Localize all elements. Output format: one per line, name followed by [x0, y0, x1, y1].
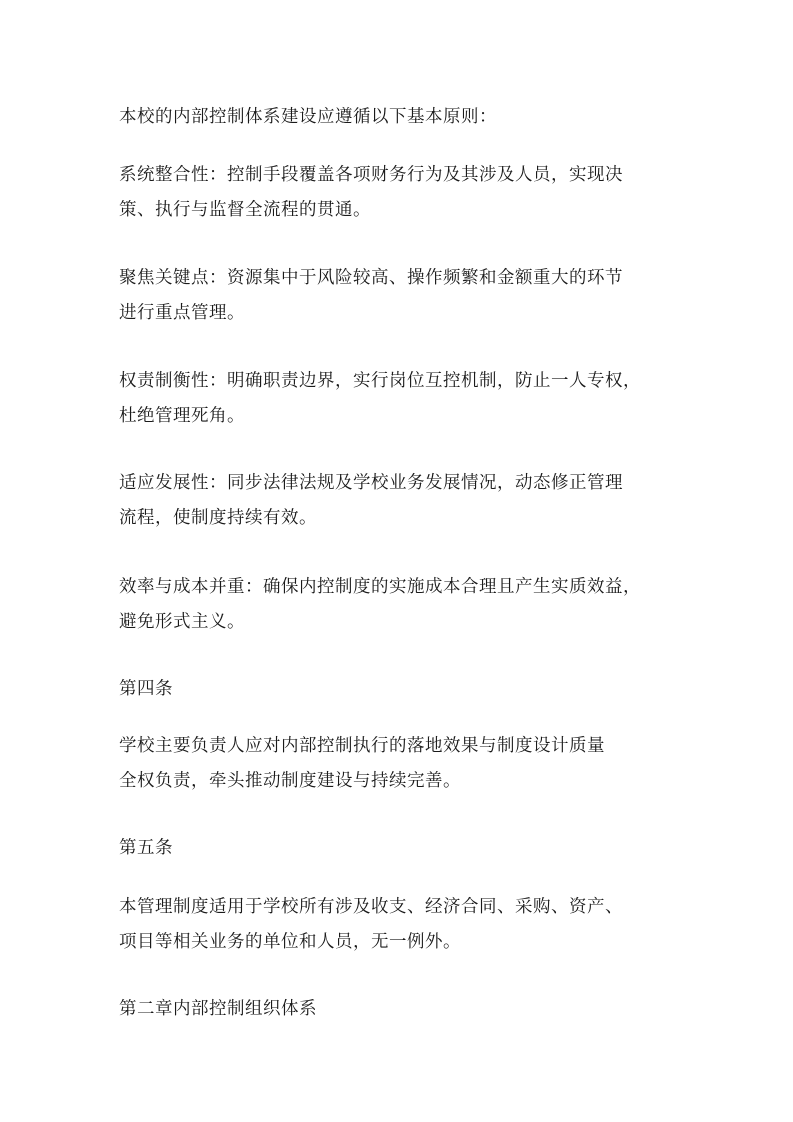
paragraph-line: 系统整合性：控制手段覆盖各项财务行为及其涉及人员，实现决 [119, 165, 623, 185]
paragraph-line: 杜绝管理死角。 [119, 406, 245, 426]
paragraph-system-integration [119, 158, 689, 228]
paragraph-focus-key-points [119, 261, 689, 331]
chapter-two-heading [119, 992, 689, 1027]
paragraph-line: 效率与成本并重：确保内控制度的实施成本合理且产生实质效益， [119, 577, 641, 597]
paragraph-line: 第四条 [119, 679, 173, 699]
paragraph-line: 权责制衡性：明确职责边界，实行岗位互控机制，防止一人专权， [119, 371, 641, 391]
paragraph-line: 第二章内部控制组织体系 [119, 999, 317, 1019]
paragraph-line: 本校的内部控制体系建设应遵循以下基本原则： [119, 107, 497, 127]
paragraph-principles-intro [119, 100, 689, 135]
paragraph-scope-of-application [119, 890, 689, 960]
paragraph-adaptive-development [119, 466, 689, 536]
paragraph-line: 本管理制度适用于学校所有涉及收支、经济合同、采购、资产、 [119, 897, 623, 917]
paragraph-principal-responsibility [119, 729, 689, 799]
paragraph-efficiency-and-cost [119, 570, 689, 640]
paragraph-line: 第五条 [119, 838, 173, 858]
paragraph-line: 适应发展性：同步法律法规及学校业务发展情况，动态修正管理 [119, 473, 623, 493]
paragraph-line: 聚焦关键点：资源集中于风险较高、操作频繁和金额重大的环节 [119, 268, 623, 288]
paragraph-line: 避免形式主义。 [119, 612, 245, 632]
paragraph-line: 学校主要负责人应对内部控制执行的落地效果与制度设计质量 [119, 736, 605, 756]
paragraph-line: 进行重点管理。 [119, 303, 245, 323]
paragraph-line: 策、执行与监督全流程的贯通。 [119, 200, 371, 220]
paragraph-checks-and-balances [119, 364, 689, 434]
paragraph-line: 全权负责，牵头推动制度建设与持续完善。 [119, 771, 461, 791]
article-five-heading [119, 831, 689, 866]
paragraph-line: 项目等相关业务的单位和人员，无一例外。 [119, 932, 461, 952]
article-four-heading [119, 672, 689, 707]
paragraph-line: 流程，使制度持续有效。 [119, 508, 317, 528]
